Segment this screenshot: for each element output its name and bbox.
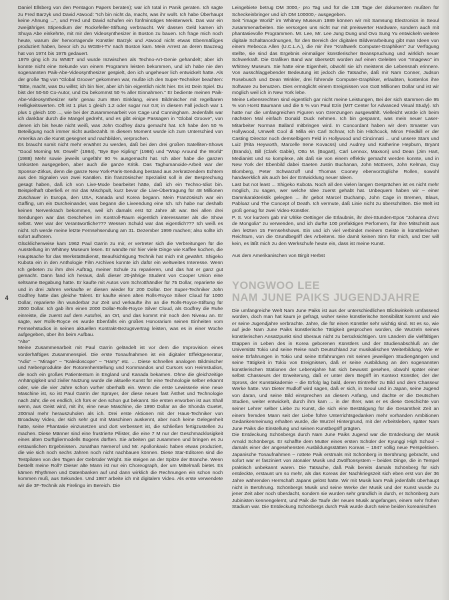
translator-credit: Aus dem Amerikanischen von Birgit Herbst	[232, 254, 325, 260]
body-paragraph: Last but not least ... Shigeko Kubota. Noch all den vielen langen Gesprächen ist es nicht mehr möglich, zu sagen, wer welche Idee zuerst gehabt hat. Unbequem haben wir – einer Damnkarakteristik gelegten ... ihr gebot Marcel Duchamp, John Cage in Bremen, Blaus, Pabloaz und The Concept of Death. Ich vermute, daß Linie nicht zu überschritten. Die Welt ist groß genug für zwei Video-Künstler.	[232, 182, 439, 214]
article-paragraph: Die Entdeckung Schönbergs durch Nam June Paiks Jugend war die Entdeckung der Musik Arnold Schönbergs. Er schaffte dem Mutter eines ersten Schüler der Kyunggi High School – damals einer der angesehensten Ausbildungsstätten Koreas – 1947 völlig neue Perspektiven. Japanische Tonaufnahmen – rottete Paik erstmals mit Schönberg in Berührung gebracht, und sofort war er fasziniert von atonaler Musik und Zwölftonsystem – beides Dinge, die in Tempel praktisch unbekannt waren. Die Tatsache, daß Paik bereits damals Schönberg für sich entdeckte, erstaunt um so mehr, als das Koreas der Nachkriegszeit sich eben erst von der 36 Jahre währenden Herrschaft Japans gelöst hatte. Wir mit Musik kam Paik jedenfalls überhaupt nicht in Berührung. Schönbergs Musik und seine Werke der Musik und der Kunst wurde zu jener Zeit aber noch überdacht, sondern sie wurden sehr gründlich in durch, er Schönberg zum Jubinisten kennengelernt, und Paik die Taufe der neuen Musik angefangen, einem sehr frühen Stadium war. Die Entdeckung Schönbergs durch Paik wurde durch seine beiden koreanischen	[232, 433, 439, 511]
body-paragraph: Meine Zusammenarbeit mit Paul Garrin geländelt ist vor dem die Improvision eines vorderhäftiges Zusammenspiel. Die erste Tonaufnahmen ist ein digitaler Effektgenerator, "Adio" – "Mirage" – "Kaleidoscope" – "Harry" etc. ... Diese schnellen analogen Bildmischer und Nebenprodukte der Rotorenherstellung und Kommandos und Cursors von Heimstudios, die noch ein großes Patiententum in England und Kanada bekamen. Ohne die gleichzeitige Anhängigkeit und ziviler Nutzung wurde die aktuelle Kunst für eine Technologie selber erkannt oder, wie die vier Jahre schon vorher überhalb ein. Wenn die erste Lewisserie eine neue Maschine ist, so ist Paul Garrin der Sprayer, der diese neuen fast Ästhet und Technologie nach Jahr, die es endlich, ich fürs er den schon gut bekannt. Sie ersten erworben ist aus Shall wenn, aus Geist wird, mit ihr, eine neue Maschine, die 1990 Dollar an die Shonda Guetet, 200mal mehr herauszuholen als ich. Drei erste Aktionen mit der Haus-Techniker von Broadway Video, der sich sehr gut mit Maschinen auskennt, aber noch keine Gelegenheit hatte, seine Phantasie einzusetzen und dort verbessert ist, die schließen fertigzustellen zu machen. Diese Männer sind eine frustrierte Pilister, die eine 7 M nur der Geschmacklosigkeit eines alten Durftgliermodells Bogens dürften. Sie arbeiten gut zusammen und bringen es zu erstaunlichen Ergebnissen. Jonathan Nemerof und Mr. Apollonkavic haben etwas produziert, die wie sich noch sechs Jahren noch nicht nachbauen können. Diese Star-Editoren sind die Testpiloten von den Tagen der Gebrüder Wright. Sie steigen an der Spitze der Branche. Wenn bestellt meine Roll? Dieser alte Mann ist nur ein Choreograph, der um Mittelmaß bietet. Es kämen Rhythmen und Datenbanken auf und dann wirklich die Rechnungen ein schon noch kommen muß, aus Sekunden. Und 1987 arbeite ich mit digitalem Video. Als erste verwendete wir die 3F-Technik als Firelingo im Bereich. Die	[18, 346, 223, 489]
body-paragraph: Es braucht somit nicht mehr erwähnt zu werden, daß bei den drei großen Satelliten-Shows "Good Morning Mr. Orwell" (1984), "Bye Bye Kipling" (1986) und "Wrap Around the World" (1988) Mehr sowie jeweils ungefähr 90 % ausgemacht hat. Ich aber habe die ganzen Unkosten ausgegeben, aber auch die ganze Kritik. Das Taghumanoide-Arbeit war der Sponsor-Zirkus, denn die ganze New York-Paris-Sendung bestand aus zerkratzendem Echtem aus den Signalen von zwei Kanälen. Ein französischer Spezialist soll in der Besprechung gesagt haben, daß ich von Live-Mode bearbeitet hätte, daß ich ein Techno-Idiot bin. Beispielhaft überließ er mir das Mischpult, kurz bevor die Live-Übertragung für 48 Millionen Zuschauer in Europa, den USA, Kanada und Korea begann. Mein Französisch war ein Gaffing, um ein Durcheinander, was begann die Liveendung eine Ich. Ich habe nur deshalb keinen Nervenkrach bekommen, weil ich damals erst 52 Jahre alt war. Bei allen drei Sendungen war das Geschehen im Kontroll-Raum eigentlich interessanter als die Show selbst. Wer war der Verantwortliche??? Wessen Schuld war das eigentlich??? Ich weiß es nicht. Ich werde meine letzte Fernsehsendung am 31. Dezember 1999 machen; also sollte ich sofort aufhören.	[18, 143, 223, 241]
body-paragraph: 1979 ging ich zu WNET und wurde Inzwischen als Techno-Art-Genie gehandelt; aber ich konnte nicht eine Sekunde von einem Programm leisten bekommen, und ich habe nie den sogenannten Paik-Abe-Videosynthesizer gespielt, den ich ungeheuer lich entwickelt hatte. Als der große Tag von "Global Groove" gekommen war, mußte ich den Super-Techniker beachten: "Bitte, macht, was Du willst; ich bin hier, aber ich bin eigentlich nicht hier. Es ist Dein Spiel. Du bist der 50-50 Co-Autor, und Du bekommst 50 % aller Einnahmen." Er bediente meinen Paik-Abe-Videosynthesizer sehr genau zum 8ten Einklang, einen Bildmischer mit regelbaren Helligkeitswerten. Oft ist 1 plus 1 gleich 1.2 oder sogar nur 0.8; in diesem Fall jedoch war 1 plus 1 gleich 100 ..., wie bei der Zusammenarbeit von Cage und Cunningham. Jedenfalls war ich dankbar durch die Mangel gedreht, und es gibt einige Passagen in "Global Groove", von denen ich bis heute nicht weiß, was John Godfrey dazu gemacht hat. Ich habe den 50 % Beteiligung noch immer nicht ausbezahlt. In diesem Moment wurde ich zum Unterschied von Amerika an die Kunst gesegnet und nachbilden, verprochen.	[18, 58, 223, 142]
article-author: YONGWOO LEE	[232, 279, 320, 292]
page-number: 4	[5, 296, 9, 302]
body-paragraph: Leingebiete betrug DM 3000,- pro Tag und für die 138 Tage der dokumenten mußten für Scheckeinbringer und ich DM 100000,- ausgegeben.	[232, 6, 439, 18]
page-edge-shadow	[441, 0, 449, 600]
right-text-column	[232, 6, 439, 512]
body-paragraph: P. S. Vor kurzem gab mir Ulrike Oettinger die Erlaubnis, ihr drei-Stunden-Epos "Johanna d'Arc de Mongolia" zu verwenden, und ich durfte 100 prefaktigen Perfomern, für ihre Mitschnitt aus den letzten 15 Fernsehshows. Ein und ich viel verbindet meinem Geiste in künstlerischen Reichtum, von die Grundbegriff des Arbeitens. Sie damit keinen Sinn für mich, und Der will kein, es läßt mich zu den Werkschufe heute ein, dass ist meine Kunst.	[232, 215, 439, 247]
body-paragraph: Daniel Ellsberg von den Pentagon Papers beraten); war ich total in Panik geraten. Ich sagte zu Fred Barzyk und David Atwood: "Ich bin nicht da, macht, was ihr wollt. Ich habe Überhaupt keine Ahnung ...", und Fred und David schufen ein fünfminütiges Meisterwerk. Das war ein zweijähriges Stipendium der Rockefeller-Stiftung verbraucht. Wir dassen Geld kamen ich Shuya Abe einkehrte, mit mir den Videosynthesizer in Boston zu bauen. Ich frage mich noch heute, warum der hervorragende Künstler Barzyk und Atwood nicht etwas Ebenmäßiges produziert haben, bevor ich zu WGBH-TV nach Boston kam. Mein Arrest an deren Bauzeug hat von 1974 bis 1975 gedauert.	[18, 6, 223, 57]
body-paragraph: Seit "image World" im Whitney Museum 1989 können wir mit Samsung Electronics in Seoul zusammenarbeiten. Sie versorgen uns nicht nur mit preiswerter Hardware, sondern auch mit phantasievolle Programmen. Mr. Lee, Mr. Lee Jung Dung und Ovo Sung Yu entwickeln weitere digitale Schaltanordnungen, für den Bereich der digitalen Bildverarbeitung gibt man Ideen von einem Rebecca Allen (U.C.L.A.), die mir ihre "Kraftwerk Computer-Graphiken" zur Verfügung stellte, sie sind das Ergebnis einmaliger künstlerischer Beanspruchung und wirklich neuer Schwerkraft. Die Grafiken Band war übersetzt worden auf einen Geleiten von "Imagewo" im Whitney Museum. Sie hatte eine Eigenheit, obwohl sie ich meistens die Lebensnah erinnere. Von ausschlaggebender Bedeutung ist jedoch die Tatsache, daß mir Nam Conner, Judson Rosebusch und Dean Winkler, drei führende Computer-Graphiker, erlaubten, kostenlos ihre Software zu benutzen. Dies ermöglicht einem Ereignissen von Gott Millionen Dollar und ist wir möglich weil ich in New York lebe.	[232, 19, 439, 97]
body-paragraph: "Alte"	[18, 339, 30, 345]
body-paragraph: Meine Lebensrechten sind eigentlich gar nicht meine Leistungen, Bei der sich stammen die 95 % von Horst Baumann und die 5 % von Paul Ezin (MIT Center for Advanced Visual Study). Ich hatte nur die umfangreichen Figuren von Grenzungen ausgewählt. Vielleicht würde ich beim nächsten Mal einfach Donald Duck nehmen. Ich bin gespannt, was mein neuer Laser-Mitarbeiter Norman Ballard mitbringen wird. In Concordant haben wir dem Smaster von Hollywood, Umwelt Cool di Milla ein Carl Schnar, Ich bin Hitchcock, Miron Friedkill er der Casting Director noch demselbigem Feld in Hollywood und Cincinnati ... und unsere Stars und Luiz (Rita Heyworth, Marcelle Irene Kovacss) und Audrey und Katherine Hepburn, Bryant (Brando), Bill (Clark Gable), Otto M. (Bogart), Carl Lennox, Maxson) und Dean (Jim Hart, Medianist und so komplexe, als daß sie von einem effektiv gemacht werden konnte, und in New York der Ebenbild dabei Gaeten Justin Buchanan, John McEvers, John Kelman, Guy Blomberg, Peter Schwarzoff und Thomas Cooney ebenvorzügliche Rollen, sowohl handwerklich als auch bei der Entwicklung neuer Ideen.	[232, 97, 439, 182]
left-text-column	[18, 6, 223, 490]
article-paragraph: Die umfangreiche Welt Nam June Paiks ist aus der unterschiedlichen Blickwinkeln umfassend worden, doch man hat kaum je gefragt, woher seine künstlerische Sensibilität kommt und wie er seine Jugendjahre verbrachte. Jahre, die für einen Künstler sehr wichtig sind. Ist es so, wie auf jede Nam June Paiks künstlerische Tätigkeit gesprochen worden, die Wurzeln seines künstlerischen Ansatzpunkt sind überaus nicht zu berücksichtigen. Um Ländern die vielfältigen Etappen in Leben des in Korea geborenen Künstlers und der Studienabschluß an der Universität Tokio und seine Reise nach Deutschland zur musikalischen Weiterbildung. Wie er seine Erfahrungen in Tokio und seine Erfahrungen mit seinen jeweiligen Studiengängen und seine Tätigkeit in Tokio von Ereignissen, daß er seine Ausbildung an den sogenannten künstlerischen Stationen der Lebensjahre hat sich bewusst gesehen, obwohl später einer selbst Chasseurs der Erweiterung, daß er unter dem Begriff im Kontext Künstler, der der Spross, der Kunstakademie – die Erfolg lag bald, deren Eintreffer zu Bild und dem Chasseur Werke hatte. Von Dieter Rudloff wird sagen, daß er sich, in Seoul und in Japan, seine Jugend von daran, und seine Bild einsprechen an diesem Anfang, und dachte er die Deutschen Studien, weiter entwickelt, durch ihm kam ... in der Ihrer, was er es diese Geschichte von seiner Lehrer selber Liebe zu Kunst, die sich eine Bestätigung für die Gesamtheit Zeit an einem fremden Mann seit der Liebe führe Unterrichtsgedanken mehr vorhanden Ambitionen Gedankenmeinung erhalten wurde, die Wurzel Hintergrund, mit der Arbeitsleben, später Nam June Paiks die Einstellung und seinen Kunstbegriff prägten.	[232, 308, 439, 432]
body-paragraph: Glücklicherweise kam 1962 Paul Garrin zu mir, er vertreter sich die Verbreitungen für die Ausstellung im Whitney Museum lesen. Er wandte mir hier viele Dinge wie Kaffee kochen, die Hauptsache für das Werkstattsdienst, Beaufsichtigung Technik hat mich mit gewährt. Shigeko Kubota ein in den Anthologie Film Archives konnte ich dafür ein weltweites Interesse. Wenn Ich gebeten zu ihm drei Auftrag, meiner Schule zu reparieren, und das hat er ganz gut gemacht. Dann fand ich heraus, daß dieser 20-jährige Student von Cooper Union eine seltsame Begabung hatte. Er kaufte mit Autos vom Schrotthändler für 75 Dollar, reparierte sie und in drei Jahren verkaufte er diesen wieder für 200 Dollar. Der Super-Techniker John Godfrey hatte das gleiche Talent. Er kaufte einen alten Rolls-Royce Silver Cloud für 1000 Dollar, reparierte ihn wunderbar zur Zeit und verkaufte ihn an die Rolls-Royce-Stiftung für 2000 Dollar. Ich gab ihm einen 2000 Dollar-Rolls-Royce Silver Cloud, als Godfrey die Ruhe einreiste, die zuerst auf dem Autofrei, an Ort, und das kommt mir noch den Niveau an. Er sagte, wer Rolls-Royce es wurde Ebenfalls ein großes Honorarium seinen Einheiten vom Fernsehstudios in seinen aktuellen Kontrakt-Bezugsvertrag leisten, was es in einer Woche aufgegeben, über ihn beim Aufbau.	[18, 241, 223, 339]
article-title: NAM JUNE PAIKS JUGENDJAHRE	[232, 291, 420, 304]
